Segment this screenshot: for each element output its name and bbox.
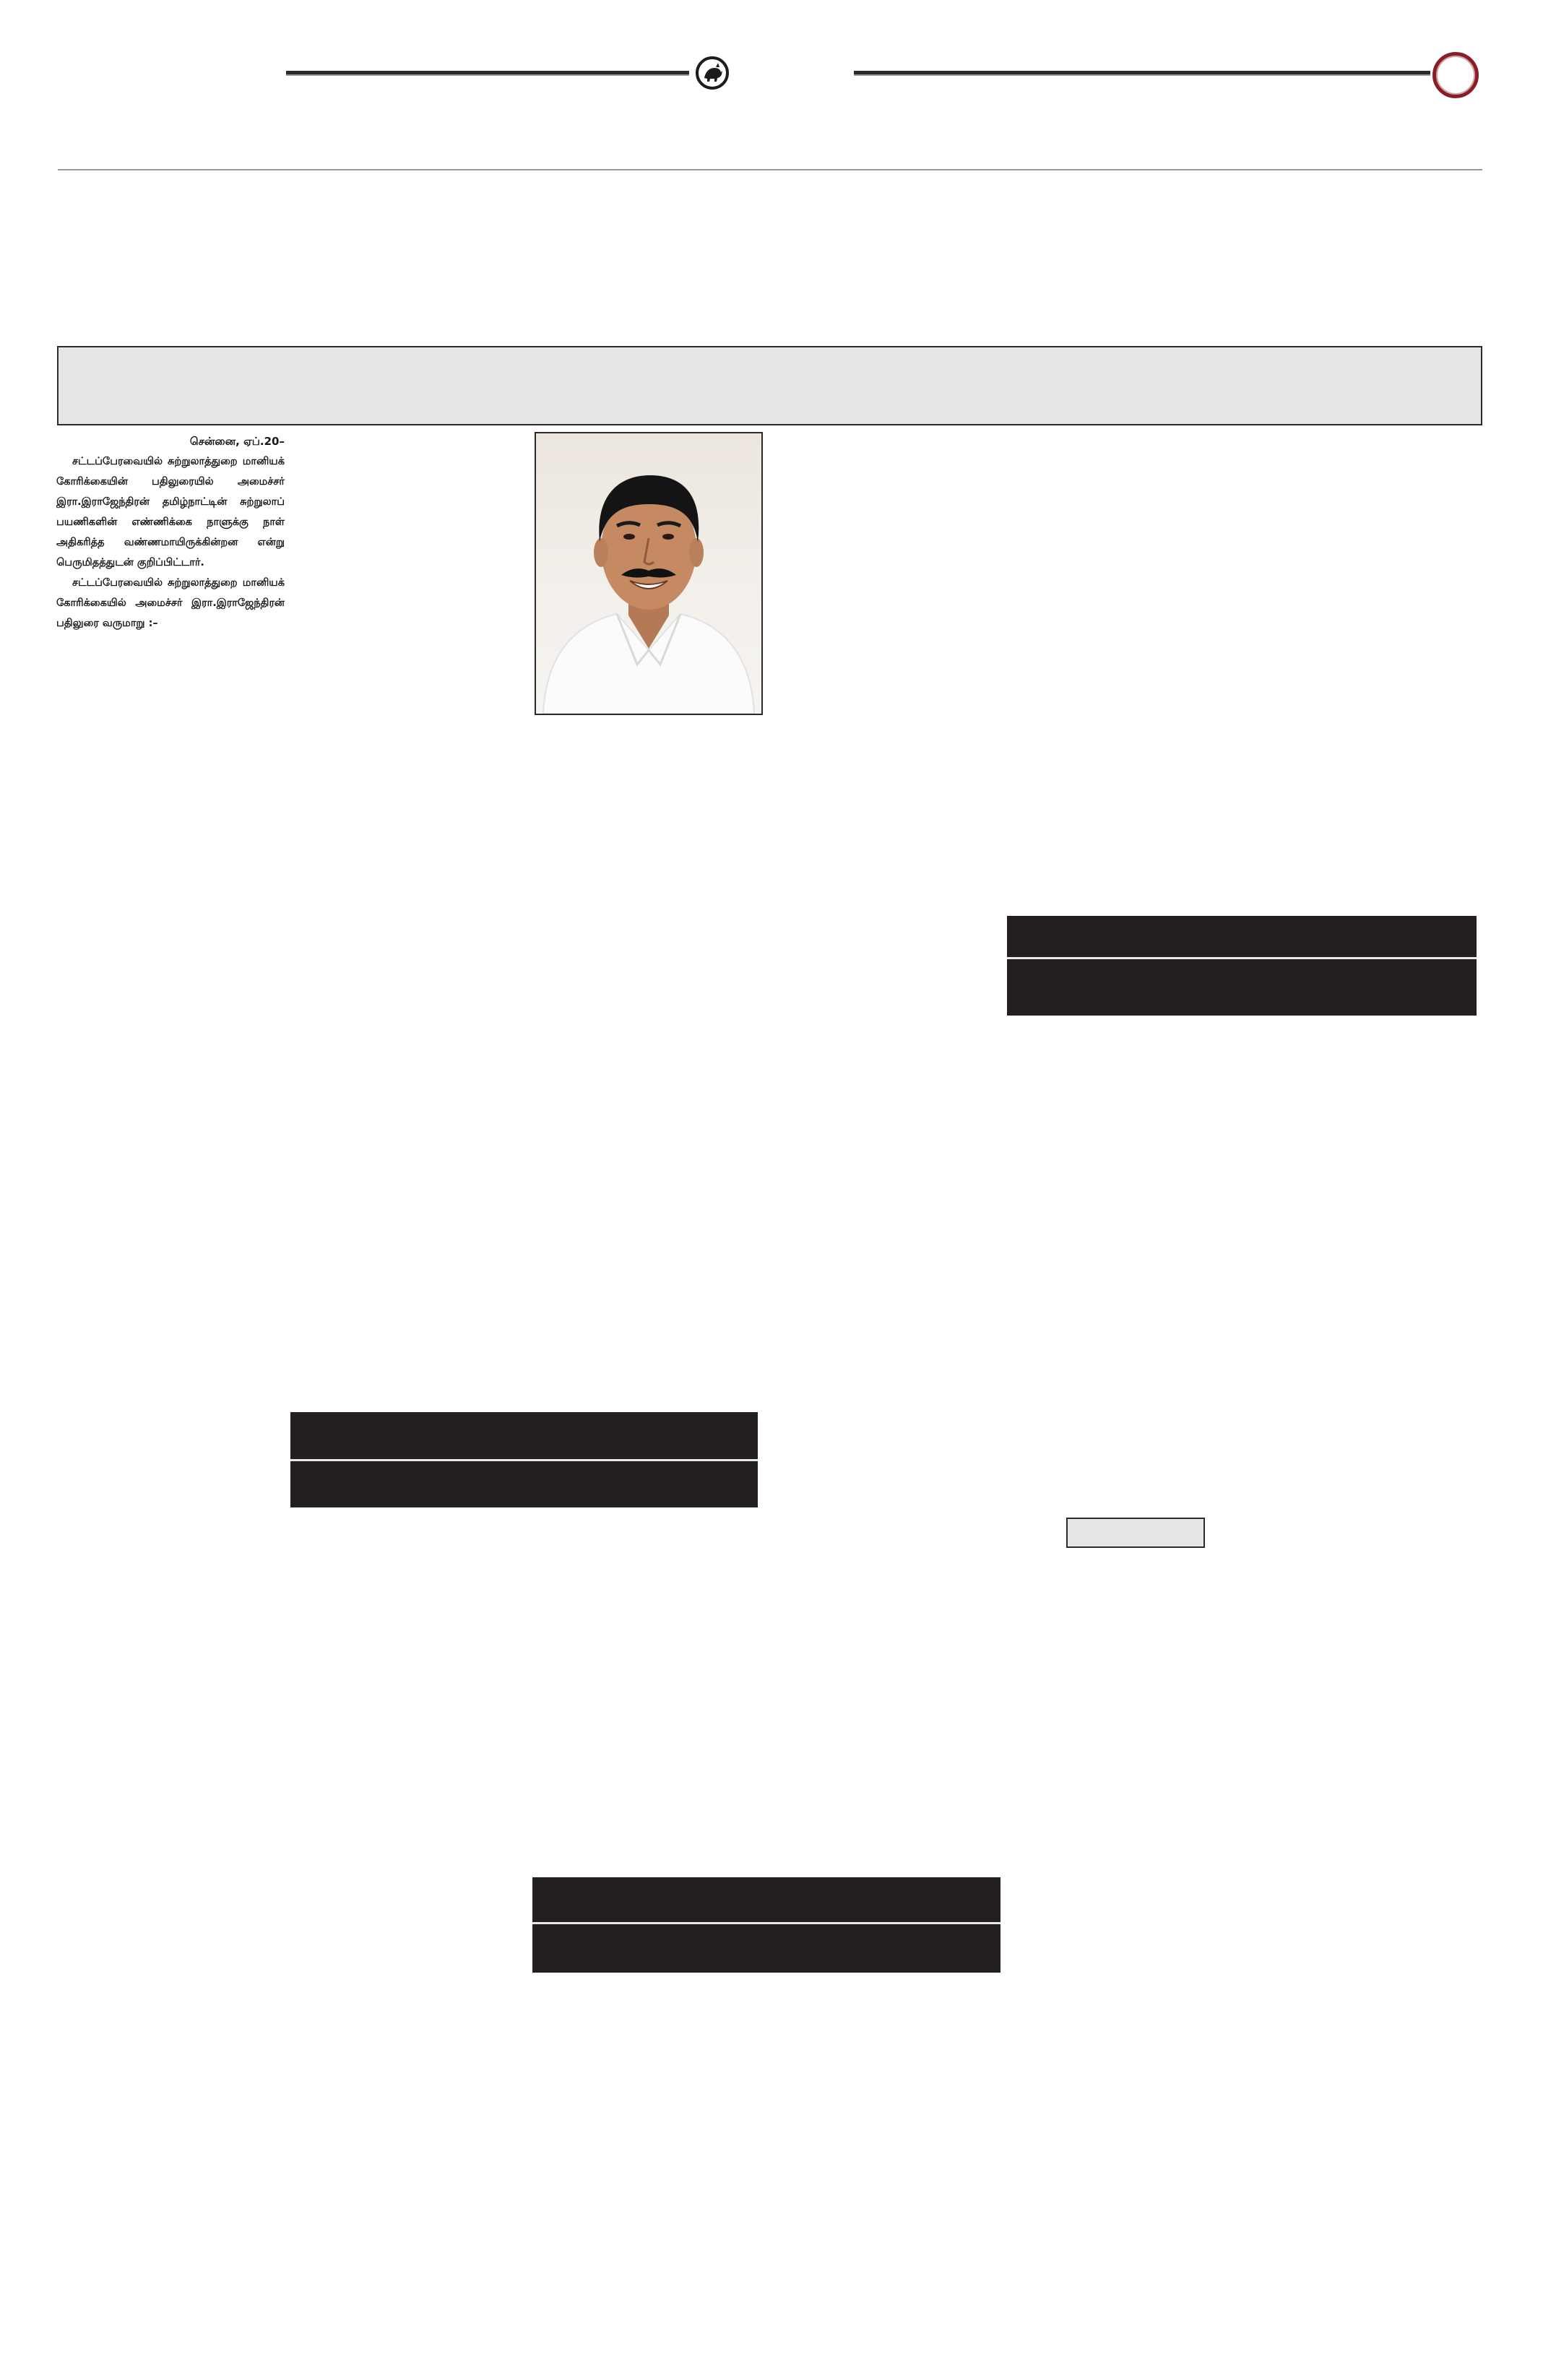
- header-divider: [58, 169, 1482, 170]
- headline-box: [57, 346, 1482, 425]
- masthead-rule-right: [854, 71, 1430, 76]
- subheading-box: [290, 1412, 758, 1507]
- subheading-box: [532, 1877, 1000, 1973]
- article-column: [56, 431, 285, 633]
- subheading-divider: [290, 1459, 758, 1461]
- masthead-rule-left: [286, 71, 689, 76]
- dateline: சென்னை, ஏப்.20–: [189, 435, 285, 448]
- subheading-divider: [1007, 957, 1477, 959]
- subheading-divider: [532, 1922, 1000, 1924]
- article-paragraph: சட்டப்பேரவையில் சுற்றுலாத்துறை மானியக் கோரிக்கையின் பதிலுரையில் அமைச்சர் இரா.இராஜேந்திரன் தமிழ்நாட்டின் சுற்றுலாப் பயணிகளின் எண்ணிக்கை நாளுக்கு நாள் அதிகரித்த வண்ணமாயிருக்கின்றன என்று பெருமிதத்துடன் குறிப்பிட்டார்.: [56, 456, 285, 568]
- page-number-circle-icon: [1432, 52, 1479, 98]
- portrait-photo: [535, 432, 763, 715]
- bull-emblem-icon: [696, 56, 729, 90]
- subheading-box: [1007, 916, 1477, 1016]
- article-paragraph: சட்டப்பேரவையில் சுற்றுலாத்துறை மானியக் கோரிக்கையில் அமைச்சர் இரா.இராஜேந்திரன் பதிலுரை வருமாறு :–: [56, 577, 285, 629]
- caption-box: [1066, 1518, 1205, 1548]
